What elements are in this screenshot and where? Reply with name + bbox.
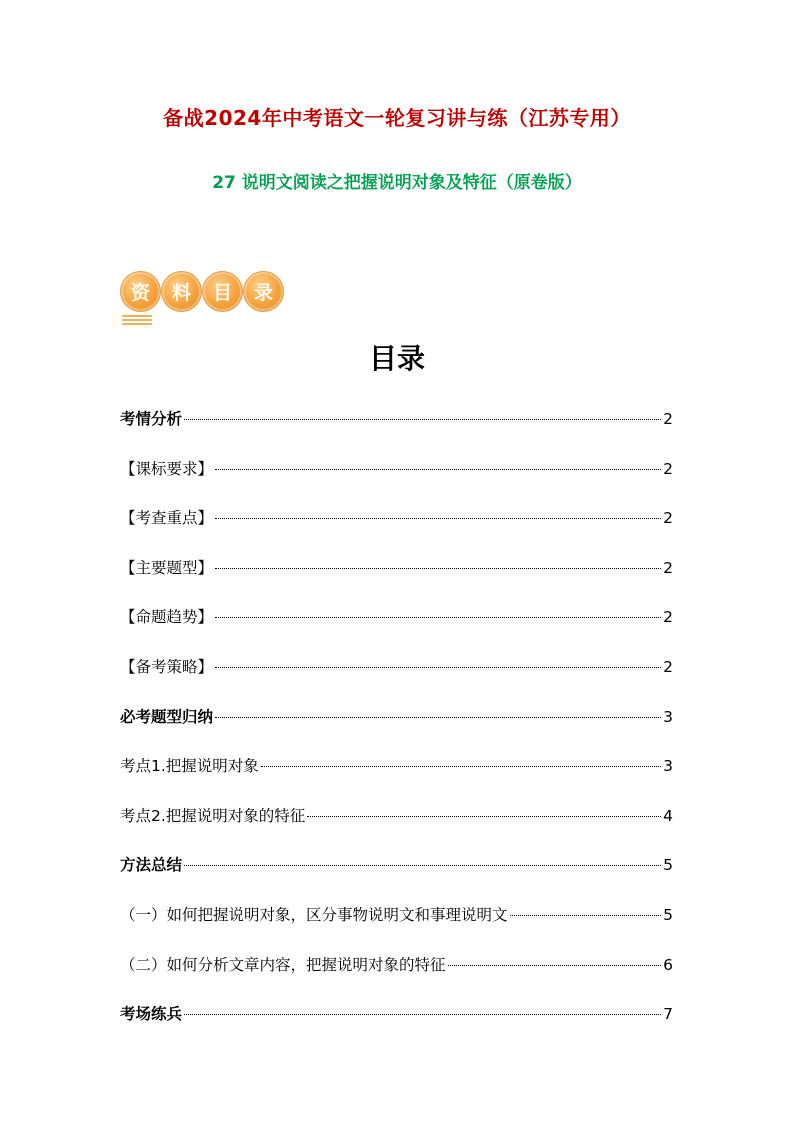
toc-entry-page: 2 bbox=[663, 459, 673, 478]
toc-heading: 目录 bbox=[368, 342, 425, 375]
toc-entry-label: 考场练兵 bbox=[120, 1005, 183, 1024]
toc-dot-leader bbox=[307, 816, 661, 817]
toc-entry[interactable] bbox=[120, 804, 673, 826]
toc-entry-label: （二）如何分析文章内容，把握说明对象的特征 bbox=[120, 955, 446, 974]
toc-entry[interactable] bbox=[120, 903, 673, 925]
toc-dot-leader bbox=[184, 419, 661, 420]
toc-entry[interactable] bbox=[120, 1002, 673, 1024]
toc-dot-leader bbox=[215, 568, 661, 569]
toc-entry-page: 2 bbox=[663, 410, 673, 428]
toc-entry-label: （一）如何把握说明对象，区分事物说明文和事理说明文 bbox=[120, 906, 508, 924]
toc-entry[interactable] bbox=[120, 655, 673, 677]
toc-entry-label: 方法总结 bbox=[120, 856, 183, 875]
toc-dot-leader bbox=[215, 667, 661, 668]
toc-entry-page: 2 bbox=[663, 608, 673, 627]
toc-entry-label: 考点1.把握说明对象 bbox=[120, 757, 259, 776]
toc-entry[interactable] bbox=[120, 605, 673, 627]
toc-entry-page: 5 bbox=[663, 856, 673, 875]
badge-char-1: 资 bbox=[120, 271, 161, 312]
toc-dot-leader bbox=[215, 469, 661, 470]
toc-entry[interactable] bbox=[120, 506, 673, 528]
toc-entry-page: 4 bbox=[663, 806, 673, 825]
toc-entry-page: 2 bbox=[663, 509, 673, 528]
toc-dot-leader bbox=[261, 766, 661, 767]
toc-entry-label: 必考题型归纳 bbox=[120, 707, 214, 726]
document-title: 备战2024年中考语文一轮复习讲与练（江苏专用） bbox=[163, 106, 631, 130]
badge-char-4: 录 bbox=[243, 271, 284, 312]
badge-char-3: 目 bbox=[202, 271, 243, 312]
toc-entry-page: 6 bbox=[663, 955, 673, 974]
toc-entry-label: 【命题趋势】 bbox=[120, 608, 214, 627]
toc-dot-leader bbox=[184, 1014, 661, 1015]
toc-entry-label: 【考查重点】 bbox=[120, 509, 214, 528]
toc-entry-page: 5 bbox=[663, 906, 673, 924]
document-subtitle: 27 说明文阅读之把握说明对象及特征（原卷版） bbox=[212, 173, 582, 193]
badge-underline-decoration bbox=[122, 315, 152, 327]
toc-dot-leader bbox=[215, 518, 661, 519]
toc-entry[interactable] bbox=[120, 953, 673, 975]
toc-dot-leader bbox=[184, 865, 661, 866]
toc-entry-page: 3 bbox=[663, 707, 673, 726]
toc-entry-page: 2 bbox=[663, 658, 673, 676]
toc-entry-label: 【主要题型】 bbox=[120, 558, 214, 577]
toc-dot-leader bbox=[215, 617, 661, 618]
toc-entry-page: 7 bbox=[663, 1005, 673, 1024]
toc-dot-leader bbox=[448, 965, 662, 966]
toc-entry[interactable] bbox=[120, 853, 673, 875]
toc-dot-leader bbox=[510, 915, 662, 916]
toc-entry[interactable] bbox=[120, 705, 673, 727]
toc-entry[interactable] bbox=[120, 556, 673, 578]
toc-entry-label: 考点2.把握说明对象的特征 bbox=[120, 806, 306, 825]
toc-entry[interactable] bbox=[120, 457, 673, 479]
badge-char-2: 料 bbox=[161, 271, 202, 312]
toc-entry-page: 3 bbox=[663, 757, 673, 776]
toc-entry-label: 【课标要求】 bbox=[120, 459, 214, 478]
resource-catalog-badge bbox=[120, 271, 284, 312]
toc-dot-leader bbox=[215, 717, 661, 718]
toc-entry-label: 【备考策略】 bbox=[120, 658, 214, 676]
toc-entry-label: 考情分析 bbox=[120, 410, 183, 428]
toc-entry[interactable] bbox=[120, 754, 673, 776]
toc-entry[interactable] bbox=[120, 407, 673, 429]
toc-entry-page: 2 bbox=[663, 558, 673, 577]
